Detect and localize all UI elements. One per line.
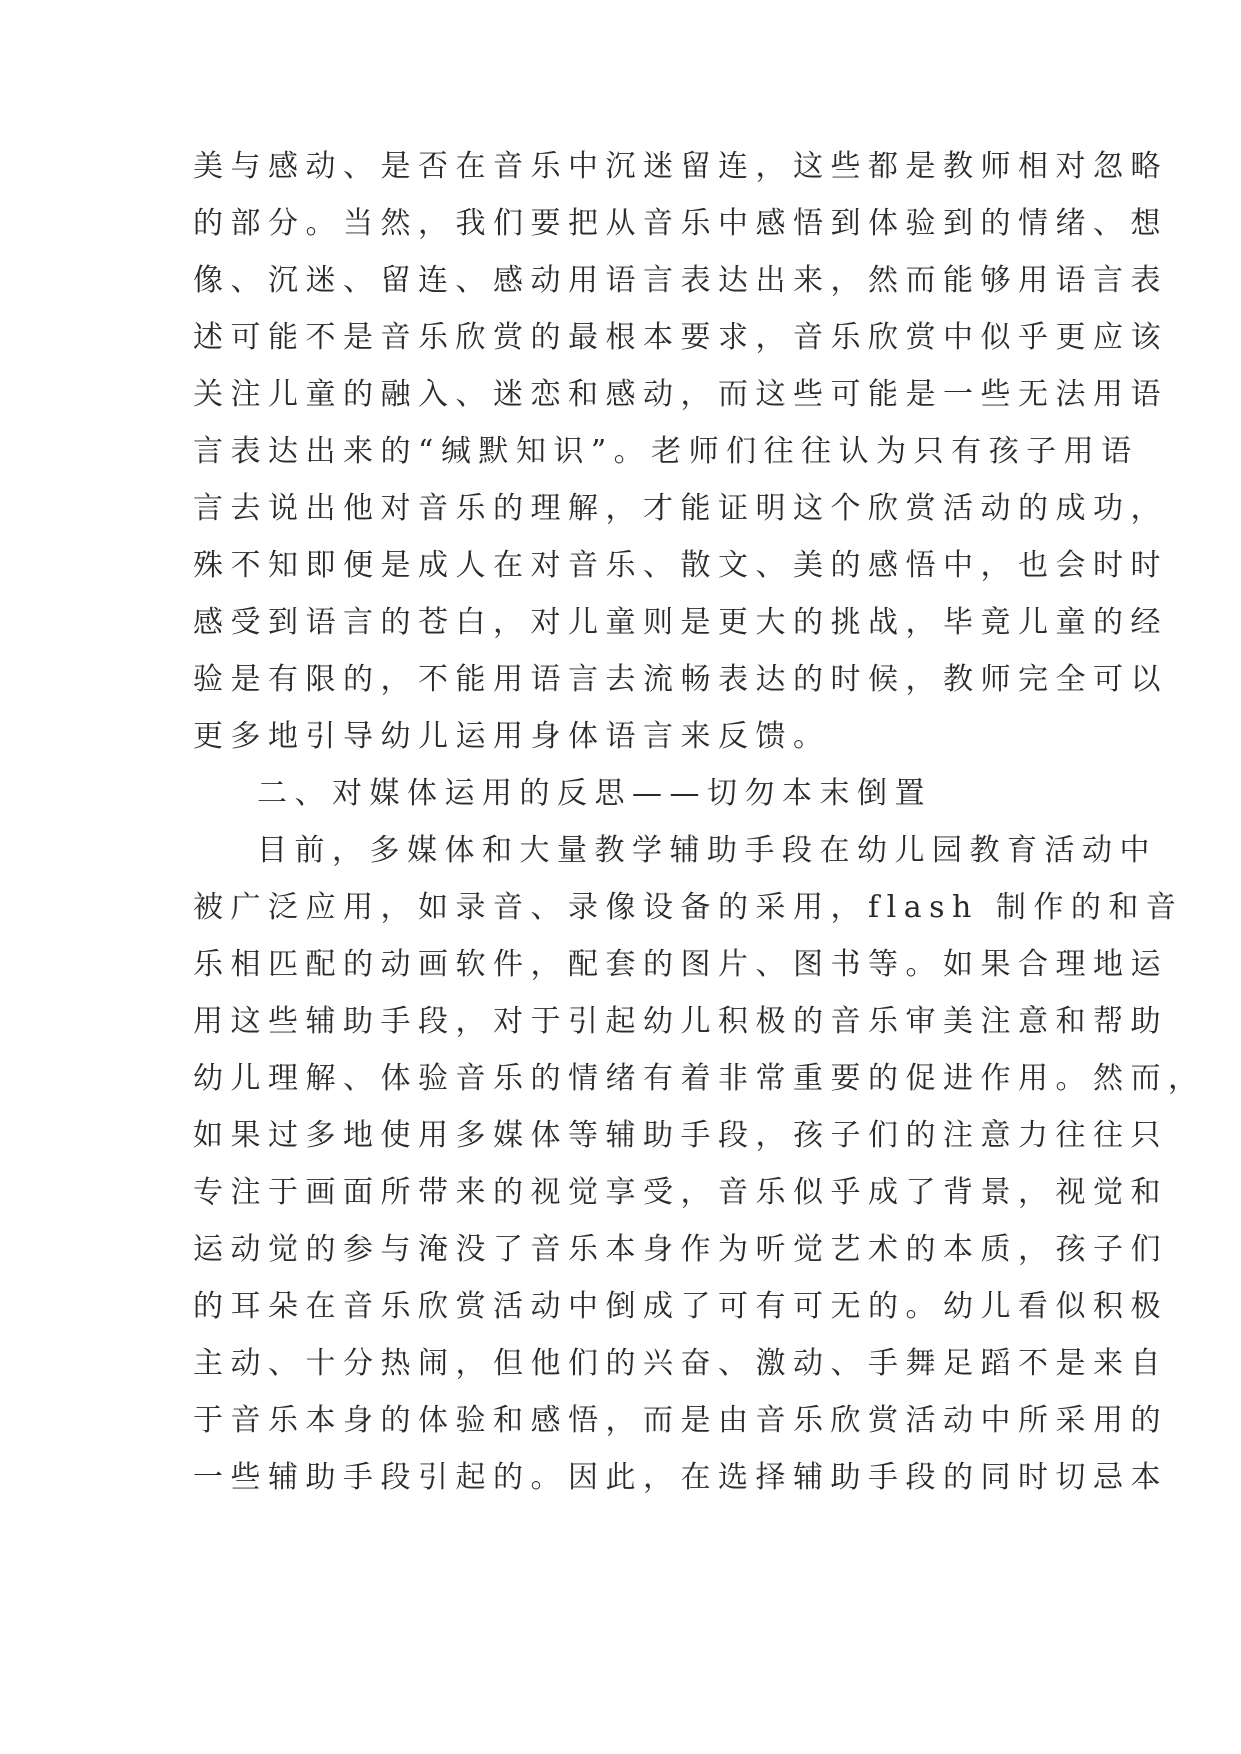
paragraph-line: 专注于画面所带来的视觉享受，音乐似乎成了背景，视觉和	[193, 1175, 1168, 1210]
paragraph-line: 一些辅助手段引起的。因此，在选择辅助手段的同时切忌本	[193, 1460, 1168, 1495]
paragraph-line: 运动觉的参与淹没了音乐本身作为听觉艺术的本质，孩子们	[193, 1232, 1168, 1267]
paragraph-line: 感受到语言的苍白，对儿童则是更大的挑战，毕竟儿童的经	[193, 605, 1168, 640]
paragraph-line: 验是有限的，不能用语言去流畅表达的时候，教师完全可以	[193, 662, 1168, 697]
paragraph-line: 如果过多地使用多媒体等辅助手段，孩子们的注意力往往只	[193, 1118, 1168, 1153]
paragraph-line: 殊不知即便是成人在对音乐、散文、美的感悟中，也会时时	[193, 548, 1168, 583]
paragraph-line: 用这些辅助手段，对于引起幼儿积极的音乐审美注意和帮助	[193, 1004, 1168, 1039]
paragraph-line: 幼儿理解、体验音乐的情绪有着非常重要的促进作用。然而，	[193, 1061, 1206, 1096]
paragraph-line: 美与感动、是否在音乐中沉迷留连，这些都是教师相对忽略	[193, 149, 1168, 184]
paragraph-line: 主动、十分热闹，但他们的兴奋、激动、手舞足蹈不是来自	[193, 1346, 1168, 1381]
paragraph-line: 像、沉迷、留连、感动用语言表达出来，然而能够用语言表	[193, 263, 1168, 298]
paragraph-line: 的部分。当然，我们要把从音乐中感悟到体验到的情绪、想	[193, 206, 1168, 241]
paragraph-line: 言去说出他对音乐的理解，才能证明这个欣赏活动的成功，	[193, 491, 1168, 526]
paragraph-line: 述可能不是音乐欣赏的最根本要求，音乐欣赏中似乎更应该	[193, 320, 1168, 355]
paragraph-line: 关注儿童的融入、迷恋和感动，而这些可能是一些无法用语	[193, 377, 1168, 412]
section-heading: 二、对媒体运用的反思——切勿本末倒置	[257, 776, 932, 811]
paragraph-line: 被广泛应用，如录音、录像设备的采用，flash 制作的和音	[193, 890, 1184, 925]
paragraph-line: 言表达出来的“缄默知识”。老师们往往认为只有孩子用语	[193, 434, 1139, 469]
paragraph-line: 目前，多媒体和大量教学辅助手段在幼儿园教育活动中	[257, 833, 1157, 868]
paragraph-line: 更多地引导幼儿运用身体语言来反馈。	[193, 719, 831, 754]
paragraph-line: 于音乐本身的体验和感悟，而是由音乐欣赏活动中所采用的	[193, 1403, 1168, 1438]
paragraph-line: 的耳朵在音乐欣赏活动中倒成了可有可无的。幼儿看似积极	[193, 1289, 1168, 1324]
paragraph-line: 乐相匹配的动画软件，配套的图片、图书等。如果合理地运	[193, 947, 1168, 982]
